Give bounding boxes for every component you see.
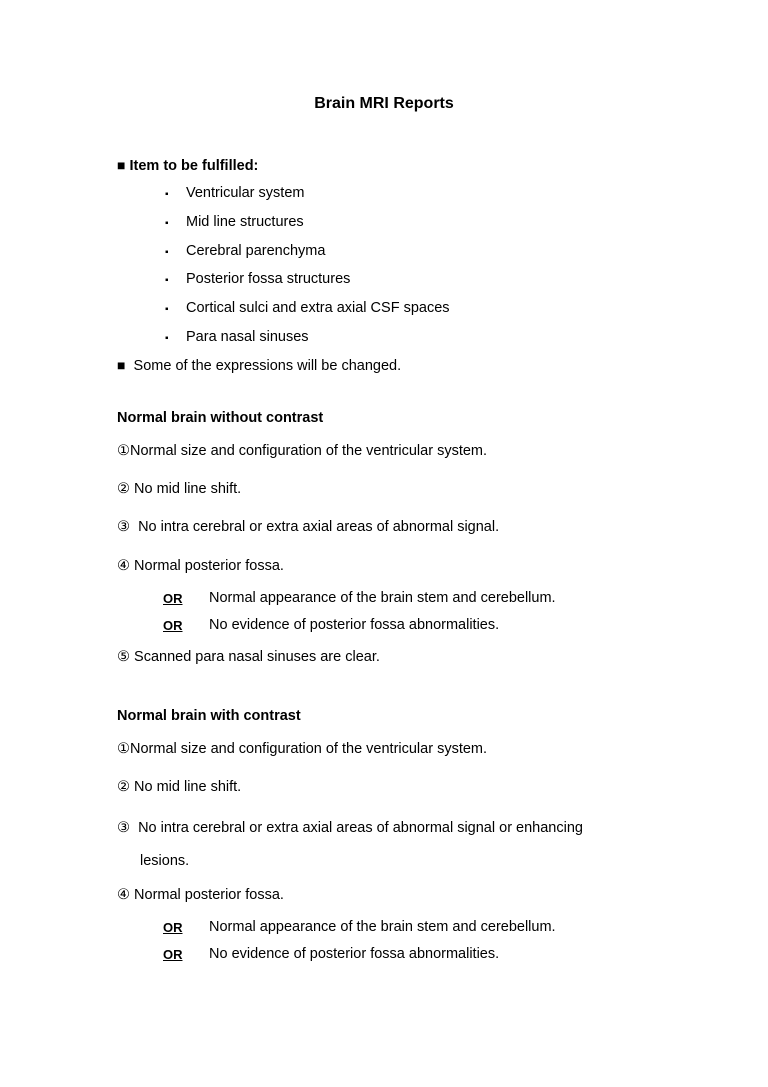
numbered-item (117, 444, 487, 459)
small-square-bullet-icon: ▪ (165, 247, 169, 258)
item-text: Normal posterior fossa. (134, 887, 284, 903)
intro-note: Some of the expressions will be changed. (133, 358, 402, 374)
item-text: No mid line shift. (134, 481, 242, 497)
circled-number-icon: ① (117, 443, 130, 459)
circled-number-icon: ④ (117, 887, 130, 903)
numbered-item (117, 482, 241, 497)
list-item (165, 301, 169, 316)
alternative-text: Normal appearance of the brain stem and cerebellum. (209, 919, 556, 935)
small-square-bullet-icon: ▪ (165, 275, 169, 286)
circled-number-icon: ① (117, 741, 130, 757)
or-label: OR (163, 591, 183, 606)
alternative-text: No evidence of posterior fossa abnormalities. (209, 946, 500, 962)
circled-number-icon: ③ (117, 820, 130, 836)
list-item (165, 330, 169, 345)
list-item (165, 186, 169, 201)
square-bullet-icon: ■ (117, 357, 126, 373)
alternative-text: Normal appearance of the brain stem and cerebellum. (209, 590, 556, 606)
alternative-text: No evidence of posterior fossa abnormalities. (209, 617, 500, 633)
numbered-item (117, 742, 487, 757)
small-square-bullet-icon: ▪ (165, 304, 169, 315)
list-item (165, 272, 169, 287)
small-square-bullet-icon: ▪ (165, 189, 169, 200)
item-text: No mid line shift. (134, 779, 242, 795)
intro-item-text: Cortical sulci and extra axial CSF spaces (186, 300, 450, 316)
square-bullet-icon: ■ (117, 157, 126, 173)
or-label: OR (163, 618, 183, 633)
item-text: No intra cerebral or extra axial areas of abnormal signal or enhancing (138, 820, 583, 836)
small-square-bullet-icon: ▪ (165, 333, 169, 344)
intro-item-text: Ventricular system (186, 185, 305, 201)
circled-number-icon: ② (117, 779, 130, 795)
numbered-item (117, 520, 499, 535)
item-text-continuation: lesions. (140, 853, 190, 869)
intro-item-text: Para nasal sinuses (186, 329, 309, 345)
intro-note-row (117, 358, 401, 374)
or-label: OR (163, 947, 183, 962)
or-label: OR (163, 920, 183, 935)
intro-item-text: Cerebral parenchyma (186, 243, 326, 259)
item-text: No intra cerebral or extra axial areas of abnormal signal. (138, 519, 500, 535)
list-item (165, 215, 169, 230)
circled-number-icon: ② (117, 481, 130, 497)
numbered-item (117, 888, 284, 903)
item-text: Normal size and configuration of the ventricular system. (130, 741, 488, 757)
circled-number-icon: ③ (117, 519, 130, 535)
circled-number-icon: ④ (117, 558, 130, 574)
section-heading: Normal brain without contrast (117, 410, 324, 426)
numbered-item (117, 650, 380, 665)
circled-number-icon: ⑤ (117, 649, 130, 665)
intro-item-text: Posterior fossa structures (186, 271, 351, 287)
section-heading: Normal brain with contrast (117, 708, 301, 724)
small-square-bullet-icon: ▪ (165, 218, 169, 229)
intro-heading: Item to be fulfilled: (129, 158, 259, 174)
item-text: Scanned para nasal sinuses are clear. (134, 649, 380, 665)
numbered-item (117, 559, 284, 574)
list-item (165, 244, 169, 259)
item-text: Normal posterior fossa. (134, 558, 284, 574)
numbered-item (117, 780, 241, 795)
item-text: Normal size and configuration of the ventricular system. (130, 443, 488, 459)
document-title: Brain MRI Reports (314, 95, 454, 112)
intro-heading-row (117, 158, 258, 174)
numbered-item (117, 821, 583, 836)
intro-item-text: Mid line structures (186, 214, 304, 230)
